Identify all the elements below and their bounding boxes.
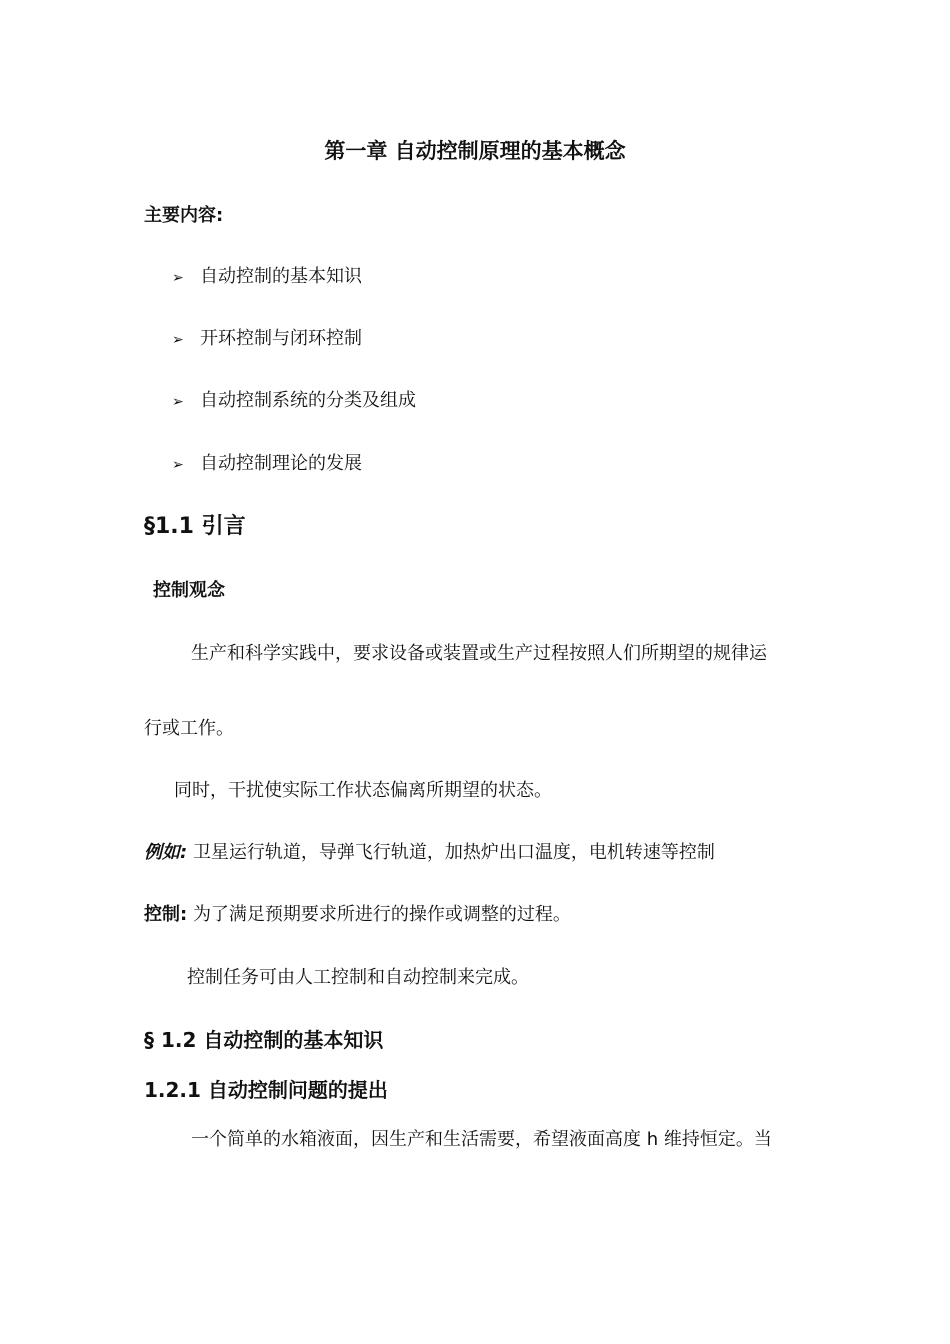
bullet-item-2: [172, 326, 362, 353]
example-text: 卫星运行轨道，导弹飞行轨道，加热炉出口温度，电机转速等控制: [192, 842, 715, 863]
bullet-item-3: [172, 388, 416, 415]
bullet-text: 自动控制理论的发展: [200, 453, 362, 474]
paragraph-3: 控制任务可由人工控制和自动控制来完成。: [187, 967, 529, 988]
control-text: 为了满足预期要求所进行的操作或调整的过程。: [192, 904, 571, 925]
example-label: 例如:: [144, 842, 188, 863]
section-heading-1-1: §1.1 引言: [144, 514, 246, 539]
bullet-text: 自动控制系统的分类及组成: [200, 390, 416, 411]
bullet-item-4: [172, 451, 362, 478]
arrow-bullet-icon: ➢: [172, 332, 184, 348]
paragraph-1-line-1: 生产和科学实践中，要求设备或装置或生产过程按照人们所期望的规律运: [191, 643, 767, 664]
bullet-text: 自动控制的基本知识: [200, 266, 362, 287]
paragraph-2: 同时，干扰使实际工作状态偏离所期望的状态。: [174, 780, 552, 801]
bullet-text: 开环控制与闭环控制: [200, 328, 362, 349]
control-concept-heading: 控制观念: [153, 580, 225, 601]
paragraph-1-line-2: 行或工作。: [144, 718, 234, 739]
chapter-title: 第一章 自动控制原理的基本概念: [324, 139, 626, 163]
main-content-label: 主要内容:: [144, 205, 224, 226]
arrow-bullet-icon: ➢: [172, 394, 184, 410]
paragraph-4: 一个简单的水箱液面，因生产和生活需要，希望液面高度 h 维持恒定。当: [191, 1129, 772, 1150]
section-heading-1-2-1: 1.2.1 自动控制问题的提出: [144, 1078, 388, 1102]
arrow-bullet-icon: ➢: [172, 457, 184, 473]
bullet-item-1: [172, 264, 362, 291]
section-heading-1-2: § 1.2 自动控制的基本知识: [144, 1028, 384, 1052]
control-label: 控制:: [144, 904, 188, 925]
example-line: [144, 840, 715, 866]
arrow-bullet-icon: ➢: [172, 270, 184, 286]
control-definition-line: [144, 902, 571, 928]
